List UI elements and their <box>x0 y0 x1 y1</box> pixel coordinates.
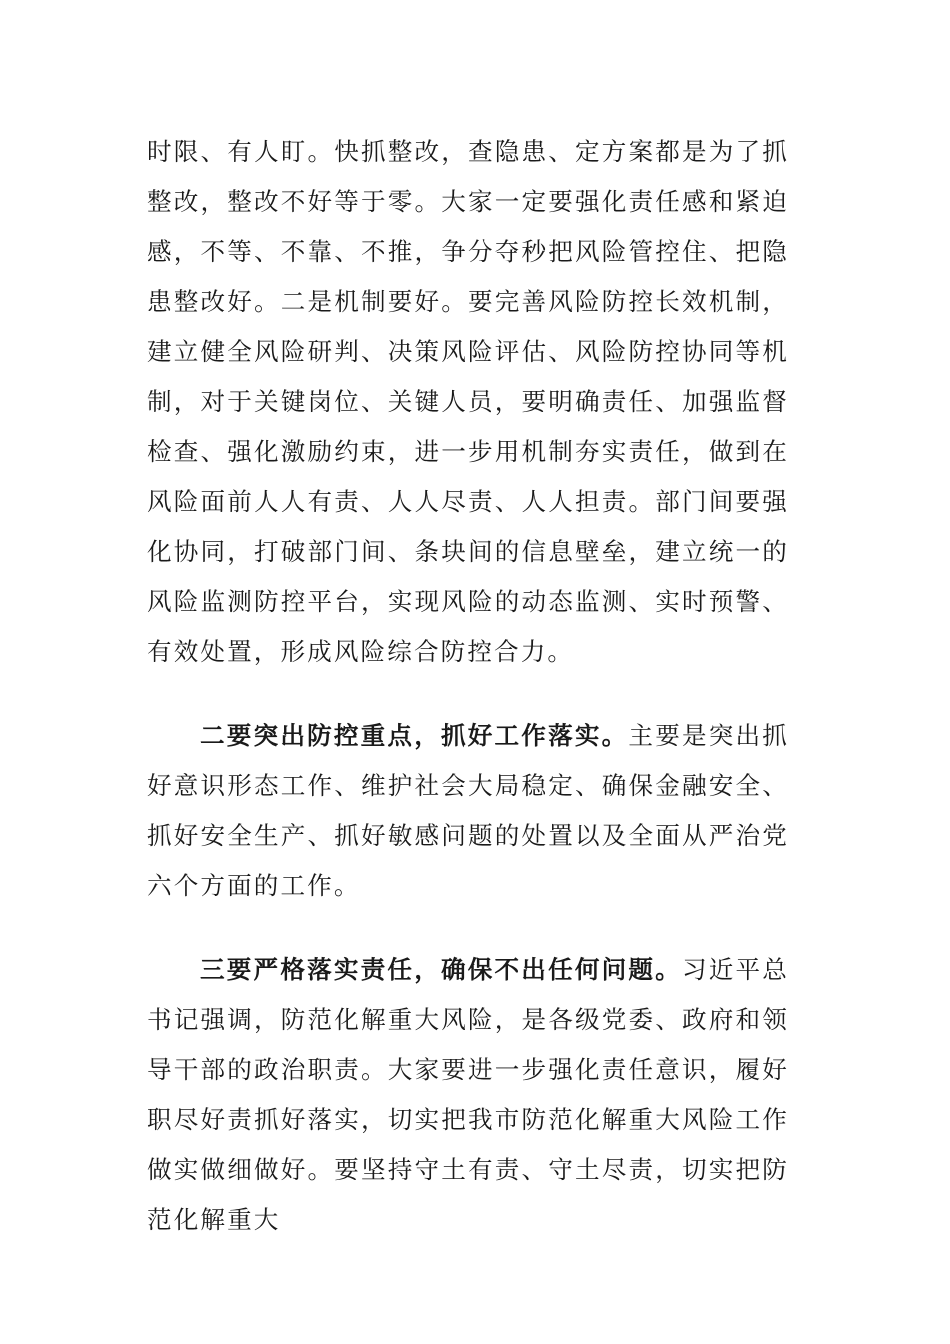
paragraph-lead-heading: 二要突出防控重点，抓好工作落实。 <box>200 721 629 750</box>
paragraph-lead-heading: 三要严格落实责任，确保不出任何问题。 <box>200 955 682 984</box>
paragraph-two <box>147 711 789 911</box>
paragraph-spacer <box>147 911 789 945</box>
paragraph-continuation <box>147 127 789 677</box>
paragraph-text: 主要是突出抓好意识形态工作、维护社会大局稳定、确保金融安全、抓好安全生产、抓好敏感问题的处置以及全面从严治党六个方面的工作。 <box>147 721 789 900</box>
paragraph-text: 习近平总书记强调，防范化解重大风险，是各级党委、政府和领导干部的政治职责。大家要进一步强化责任意识，履好职尽好责抓好落实，切实把我市防范化解重大风险工作做实做细做好。要坚持守土有责、守土尽责，切实把防范化解重大 <box>147 955 789 1234</box>
paragraph-three <box>147 945 789 1245</box>
paragraph-spacer <box>147 677 789 711</box>
document-body <box>147 127 789 1245</box>
paragraph-text: 时限、有人盯。快抓整改，查隐患、定方案都是为了抓整改，整改不好等于零。大家一定要强化责任感和紧迫感，不等、不靠、不推，争分夺秒把风险管控住、把隐患整改好。二是机制要好。要完善风险防控长效机制，建立健全风险研判、决策风险评估、风险防控协同等机制，对于关键岗位、关键人员，要明确责任、加强监督检查、强化激励约束，进一步用机制夯实责任，做到在风险面前人人有责、人人尽责、人人担责。部门间要强化协同，打破部门间、条块间的信息壁垒，建立统一的风险监测防控平台，实现风险的动态监测、实时预警、有效处置，形成风险综合防控合力。 <box>147 137 789 666</box>
